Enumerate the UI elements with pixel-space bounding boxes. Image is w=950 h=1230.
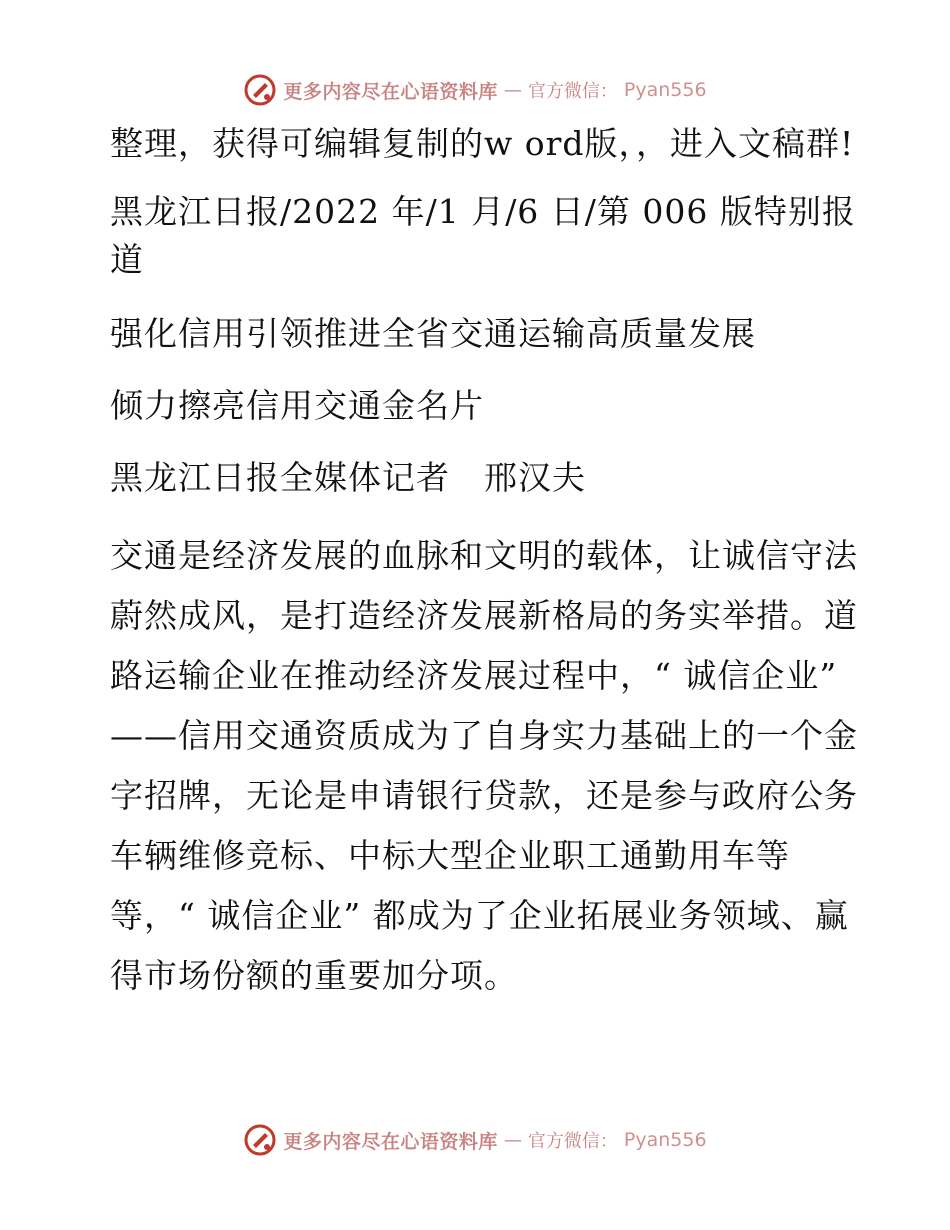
- brand-logo-icon: [243, 73, 277, 107]
- body-paragraph: 交通是经济发展的血脉和文明的载体，让诚信守法蔚然成风，是打造经济发展新格局的务实举措。道路运输企业在推动经济发展过程中，“ 诚信企业” ——信用交通资质成为了自身实力基础上的一个金字招牌，无论是申请银行贷款，还是参与政府公务车辆维修竞标、中标大型企业职工通勤用车等等，“ 诚信企业” 都成为了企业拓展业务领域、赢得市场份额的重要加分项。: [110, 536, 858, 995]
- watermark-official-label: 官方微信：: [527, 1131, 618, 1152]
- watermark-text: 更多内容尽在心语资料库: [283, 80, 498, 103]
- intro-paragraph: 整理，获得可编辑复制的w ord版，，进入文稿群!: [110, 124, 855, 163]
- watermark-wechat-id: Pyan556: [623, 1129, 707, 1151]
- header-watermark: [0, 70, 950, 110]
- headline: 强化信用引领推进全省交通运输高质量发展: [110, 314, 756, 353]
- footer-watermark: [0, 1120, 950, 1160]
- byline: 黑龙江日报全媒体记者 邢汉夫: [110, 458, 586, 497]
- watermark-separator: —: [503, 79, 522, 101]
- watermark-separator: —: [503, 1129, 522, 1151]
- watermark-official-label: 官方微信：: [527, 81, 618, 102]
- source-line: 黑龙江日报/2022 年/1 月/6 日/第 006 版特别报道: [110, 192, 856, 279]
- watermark-text: 更多内容尽在心语资料库: [283, 1130, 498, 1153]
- document-body: [98, 120, 858, 1006]
- watermark-wechat-id: Pyan556: [623, 79, 707, 101]
- brand-logo-icon: [243, 1123, 277, 1157]
- subheadline: 倾力擦亮信用交通金名片: [110, 386, 484, 425]
